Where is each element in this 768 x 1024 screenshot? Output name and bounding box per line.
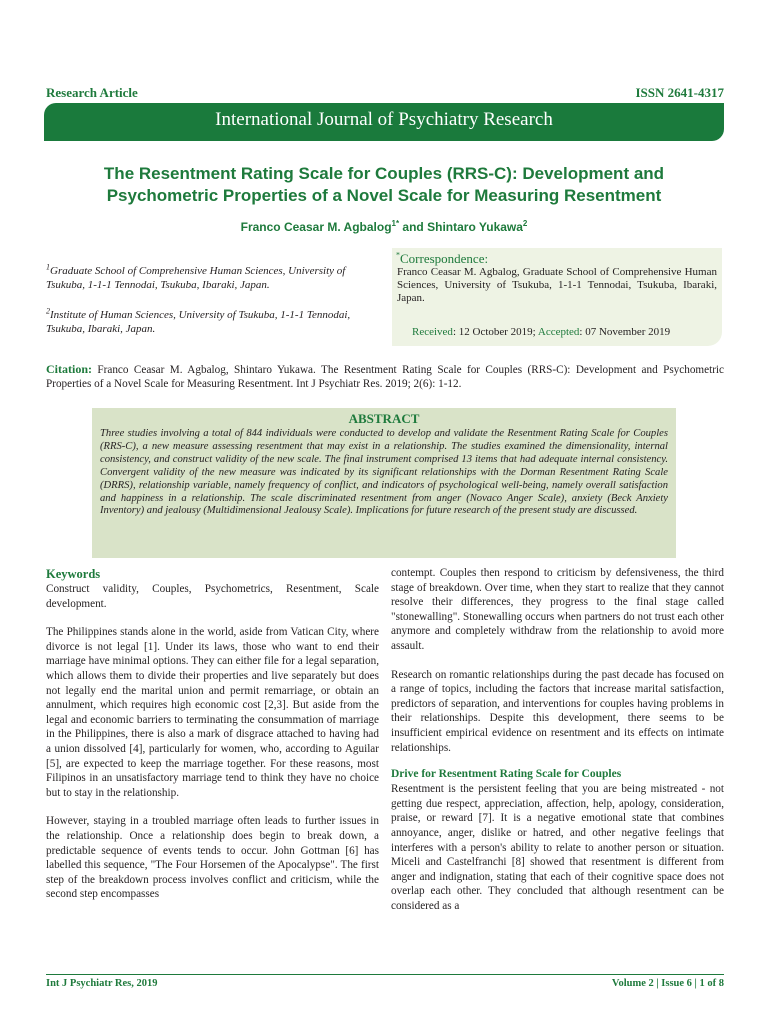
journal-name: International Journal of Psychiatry Research <box>215 109 553 130</box>
paper-title-line2: Psychometric Properties of a Novel Scale for Measuring Resentment <box>106 186 662 205</box>
affiliation-1 <box>46 264 380 292</box>
citation-text: Franco Ceasar M. Agbalog, Shintaro Yukawa. The Resentment Rating Scale for Couples (RRS-C): Development and Psychometric Properties of a Novel Scale for Measuring Resentment. Int J Psychiatr Res. 2019; 2(6): 1-12. <box>46 364 724 390</box>
paper-title <box>48 163 720 207</box>
correspondence-heading: *Correspondence: <box>396 250 489 266</box>
issn: ISSN 2641-4317 <box>635 85 724 100</box>
top-bar <box>46 85 724 101</box>
author-2: Shintaro Yukawa <box>427 220 523 234</box>
abstract-heading: ABSTRACT <box>348 411 420 426</box>
received-date: : 12 October 2019; <box>452 326 538 338</box>
body-paragraph: The Philippines stands alone in the world, aside from Vatican City, where divorce is not legal [1]. Under its laws, those who want to end their marriage have minimal options. They can either file for a legal separation, which allows them to divide their properties and live separately but does not legally end the marital union and permit remarriage, or obtain an annulment, which requires high economic cost [2,3]. But aside from the legal and economic barriers to terminating the consummation of marriage in the Philippines, there is also a mark of disgrace attached to having had a union dissolved [4], particularly for women, who, according to Aguilar [5], are expected to keep the marriage together. For these reasons, most Filipinos in an unsatisfactory marriage tend to think they have no choice but to stay in the relationship. <box>46 626 379 799</box>
keywords-text: Construct validity, Couples, Psychometrics, Resentment, Scale development. <box>46 583 379 610</box>
footer-journal: Int J Psychiatr Res, 2019 <box>46 978 158 989</box>
article-dates <box>412 326 712 338</box>
accepted-label: Accepted <box>537 326 580 338</box>
paper-title-line1: The Resentment Rating Scale for Couples (RRS-C): Development and <box>103 164 665 183</box>
body-paragraph: However, staying in a troubled marriage often leads to further issues in the relationship. Once a relationship does begin to break down, a predictable sequence of events tends to occur. John Gottman [6] has labelled this sequence, "The Four Horsemen of the Apocalypse". The first step of the breakdown process involves conflict and criticism, while the second step encompasses <box>46 815 379 901</box>
affiliation-2 <box>46 308 380 336</box>
author-2-sup: 2 <box>522 219 528 228</box>
affiliation-2-text: Institute of Human Sciences, University of Tsukuba, 1-1-1 Tennodai, Tsukuba, Ibaraki, Japan. <box>46 309 351 335</box>
keywords-heading: Keywords <box>46 567 101 581</box>
journal-banner <box>44 103 724 141</box>
author-1: Franco Ceasar M. Agbalog <box>240 220 392 234</box>
footer-page-info: Volume 2 | Issue 6 | 1 of 8 <box>611 978 724 989</box>
citation-label: Citation: <box>46 362 92 376</box>
abstract-box <box>92 408 676 558</box>
authors <box>48 220 720 234</box>
affiliation-2-sup: 2 <box>46 306 50 316</box>
article-type: Research Article <box>46 85 138 100</box>
right-column <box>391 566 724 913</box>
affiliation-1-text: Graduate School of Comprehensive Human Sciences, University of Tsukuba, 1-1-1 Tennodai, Tsukuba, Ibaraki, Japan. <box>46 265 346 291</box>
citation <box>46 362 724 391</box>
correspondence-box <box>392 248 722 346</box>
left-column <box>46 566 379 902</box>
accepted-date: : 07 November 2019 <box>579 326 671 338</box>
drive-heading: Drive for Resentment Rating Scale for Couples <box>391 768 622 781</box>
abstract-text: Three studies involving a total of 844 individuals were conducted to develop and validate the Resentment Rating Scale for Couples (RRS-C), a new measure assessing resentment that may exist in a relationship. The studies examined the dimensionality, internal consistency, and construct validity of the new scale. The final instrument comprised 13 items that had adequate internal consistency. Convergent validity of the new measure was indicated by its significant relationships with the Dorman Resentment Rating Scale (DRRS), relationship variable, namely frequency of conflict, and indicators of psychological well-being, namely overall satisfaction and happiness in a relationship. The scale discriminated resentment from anger (Novaco Anger Scale), anxiety (Beck Anxiety Inventory) and jealousy (Multidimensional Jealousy Scale). Implications for future research of the present study are discussed. <box>100 428 668 517</box>
body-paragraph: contempt. Couples then respond to criticism by defensiveness, the third stage of breakdown. Over time, when they start to realize that they cannot resolve their differences, they progress to the final stage called "stonewalling". Stonewalling occurs when partners do not trust each other anymore and completely withdraw from the relationship to avoid more assault. <box>391 567 724 652</box>
received-label: Received <box>412 326 453 338</box>
author-1-sup: 1* <box>391 219 400 228</box>
affiliation-1-sup: 1 <box>46 262 50 272</box>
body-paragraph: Research on romantic relationships during the past decade has focused on a range of topics, including the factors that increase marital satisfaction, predictors of separation, and interventions for couples having problems in their relationships. Despite this development, there seems to be insufficient empirical evidence on resentment and its effects on intimate relationships. <box>391 668 724 754</box>
footer-divider <box>46 974 724 975</box>
body-paragraph: Resentment is the persistent feeling that you are being mistreated - not getting due respect, appreciation, affection, help, apology, consideration, praise, or reward [7]. It is a negative emotional state that combines annoyance, anger, dislike or hatred, and other negative feelings that interferes with a person's ability to relate to another person or situation. Miceli and Castelfranchi [8] showed that resentment is different from anger and indignation, stating that each of their cognitive space does not overlap each other. They concluded that although resentment can be considered as a <box>391 783 724 912</box>
correspondence-text: Franco Ceasar M. Agbalog, Graduate School of Comprehensive Human Sciences, University of Tsukuba, 1-1-1 Tennodai, Tsukuba, Ibaraki, Japan. <box>397 266 717 304</box>
correspondence-star: * <box>396 250 400 260</box>
author-connector: and <box>399 220 428 234</box>
